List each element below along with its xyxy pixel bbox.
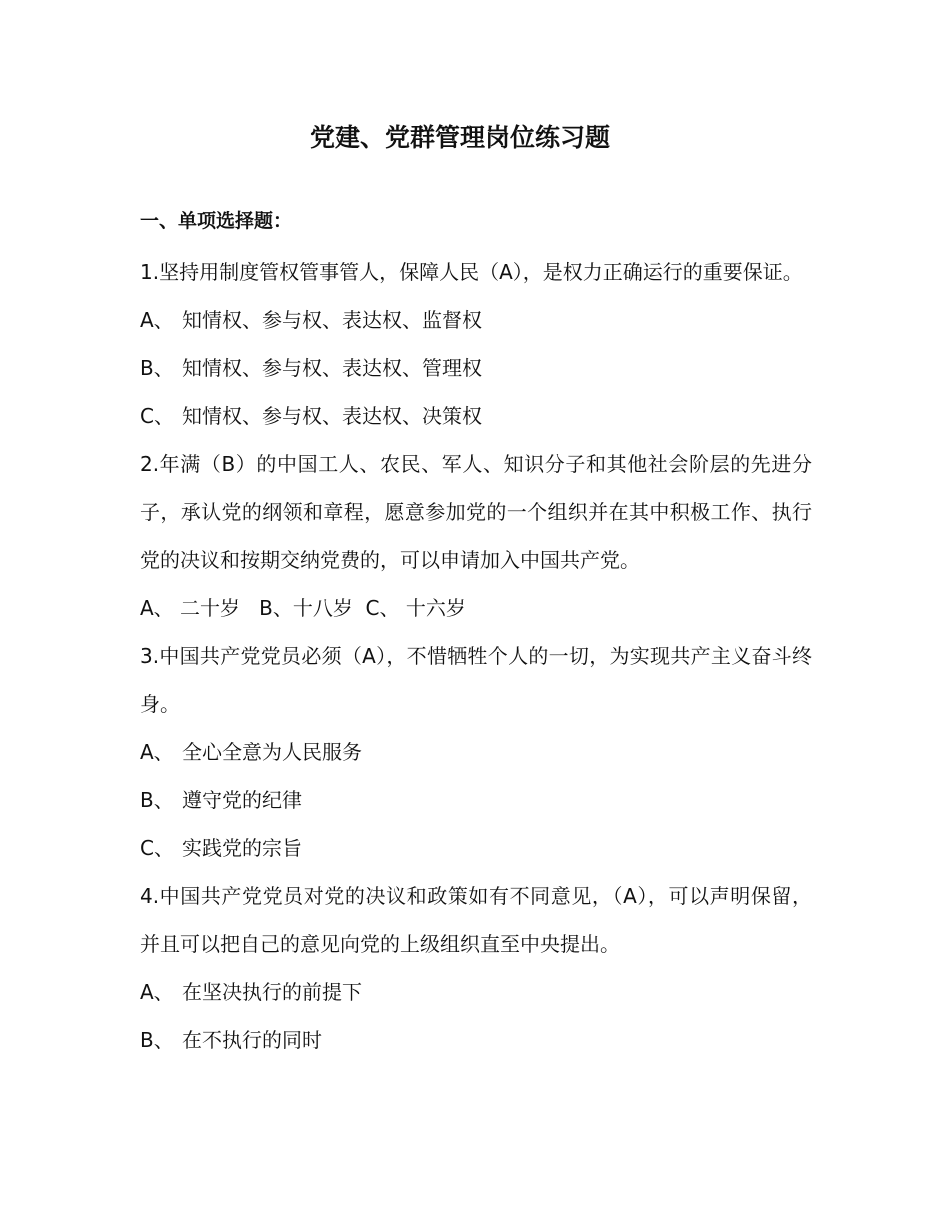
option-letter: C、 [140, 836, 174, 860]
option-text: 知情权、参与权、表达权、监督权 [182, 308, 482, 332]
option-letter: B、 [140, 788, 174, 812]
option-letter: B、 [140, 1028, 174, 1052]
question-2-stem: 2.年满（B）的中国工人、农民、军人、知识分子和其他社会阶层的先进分子，承认党的纲领和章程，愿意参加党的一个组织并在其中积极工作、执行党的决议和按期交纳党费的，可以申请加入中国共产党。 [140, 452, 812, 572]
option-text: 知情权、参与权、表达权、管理权 [182, 356, 482, 380]
question-3-stem: 3.中国共产党党员必须（A），不惜牺牲个人的一切，为实现共产主义奋斗终身。 [140, 644, 812, 716]
option-text: 遵守党的纪律 [182, 788, 302, 812]
option-text: 在坚决执行的前提下 [182, 980, 362, 1004]
option-letter: C、 [140, 404, 174, 428]
question-1-option-b [140, 344, 812, 392]
question-1-stem: 1.坚持用制度管权管事管人，保障人民（A），是权力正确运行的重要保证。 [140, 260, 803, 284]
option-letter: A、 [140, 980, 174, 1004]
question-1-option-a [140, 296, 812, 344]
option-letter: A、 [140, 308, 174, 332]
question-4-option-b [140, 1016, 812, 1064]
question-1-option-c [140, 392, 812, 440]
option-letter: B、 [140, 356, 174, 380]
option-text: 知情权、参与权、表达权、决策权 [182, 404, 482, 428]
question-3-option-b [140, 776, 812, 824]
question-4-stem: 4.中国共产党党员对党的决议和政策如有不同意见，（A），可以声明保留，并且可以把自己的意见向党的上级组织直至中央提出。 [140, 884, 812, 956]
option-text: 全心全意为人民服务 [182, 740, 362, 764]
question-3-option-a [140, 728, 812, 776]
option-text: 实践党的宗旨 [182, 836, 302, 860]
option-text: 在不执行的同时 [182, 1028, 322, 1052]
question-list [140, 248, 812, 1064]
document-title: 党建、党群管理岗位练习题 [309, 123, 610, 152]
option-letter: A、 [140, 740, 174, 764]
question-3-option-c [140, 824, 812, 872]
question-2-options: A、 二十岁 B、十八岁 C、 十六岁 [140, 596, 466, 620]
question-4-option-a [140, 968, 812, 1016]
section-heading: 一、单项选择题： [140, 210, 293, 232]
